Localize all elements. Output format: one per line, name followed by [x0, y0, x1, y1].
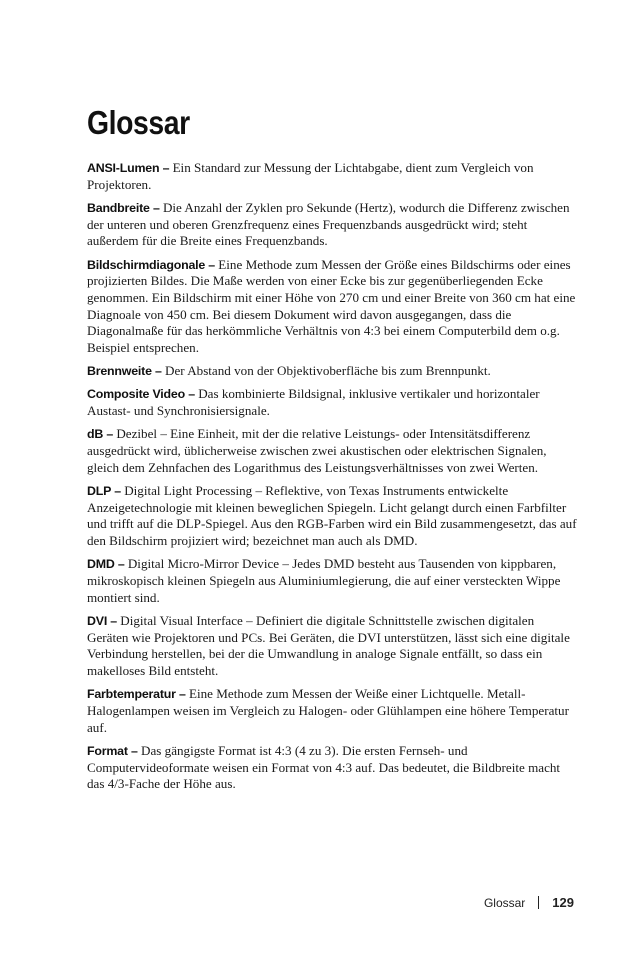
glossary-definition: Das kombinierte Bildsignal, inklusive vertikaler und horizontaler Austast- und Synchronisiersignale. — [87, 386, 540, 419]
glossary-term: ANSI-Lumen – — [87, 161, 170, 175]
glossary-entry — [87, 426, 577, 476]
glossary-term: Brennweite – — [87, 364, 162, 379]
glossary-list — [87, 160, 577, 799]
footer-divider — [538, 896, 539, 909]
glossary-term: DLP – — [87, 483, 121, 498]
glossary-definition: Digital Micro-Mirror Device – Jedes DMD besteht aus Tausenden von kippbaren, mikroskopisch kleinen Spiegeln aus Aluminiumlegierung, die auf einer versteckten Wippe montiert sind. — [87, 556, 561, 605]
glossary-entry — [87, 743, 577, 793]
glossary-term: DMD – — [87, 557, 125, 572]
glossary-definition: Eine Methode zum Messen der Weiße einer Lichtquelle. Metall-Halogenlampen weisen im Vergleich zu Halogen- oder Glühlampen eine höhere Temperatur auf. — [87, 686, 569, 735]
glossary-definition: Eine Methode zum Messen der Größe eines Bildschirms oder eines projizierten Bildes. Die Maße werden von einer Ecke bis zur gegenüberliegenden Ecke genommen. Ein Bildschirm mit einer Höhe von 270 cm und einer Breite von 360 cm hat eine Diagnoale von 450 cm. Bei diesem Dokument wird davon ausgegangen, dass die Diagonalmaße für das herkömmliche Verhältnis von 4:3 bei einem Computerbild dem o.g. Beispiel entsprechen. — [87, 256, 576, 356]
glossary-entry — [87, 160, 577, 193]
glossary-term: Bandbreite – — [87, 200, 160, 215]
glossary-definition: Die Anzahl der Zyklen pro Sekunde (Hertz), wodurch die Differenz zwischen der unteren und oberen Grenzfrequenz eines Frequenzbands ausgedrückt wird; steht außerdem für die Breite eines Frequenzbands. — [87, 199, 570, 249]
glossary-entry — [87, 363, 577, 380]
glossary-term: dB – — [87, 427, 114, 442]
footer-section-label: Glossar — [483, 895, 526, 910]
glossary-definition: Ein Standard zur Messung der Lichtabgabe, dient zum Vergleich von Projektoren. — [87, 160, 534, 192]
glossary-term: Bildschirmdiagonale – — [87, 257, 216, 272]
page-footer — [484, 895, 574, 910]
page-title: Glossar — [87, 104, 190, 141]
glossary-definition: Dezibel – Eine Einheit, mit der die relative Leistungs- oder Intensitätsdifferenz ausgedrückt wird, üblicherweise zwischen zwei akustischen oder elektrischen Signalen, gleich dem Zehnfachen des Logarithmus des Leistungsverhältnisses von zwei Werten. — [87, 426, 547, 475]
glossary-definition: Digital Visual Interface – Definiert die digitale Schnittstelle zwischen digitalen Geräten wie Projektoren und PCs. Bei Geräten, die DVI unterstützen, lässt sich eine digitale Verbindung herstellen, bei der die Umwandlung in analoge Signale entfällt, so dass ein makelloses Bild entsteht. — [87, 612, 570, 678]
glossary-entry — [87, 200, 577, 250]
glossary-entry — [87, 556, 577, 606]
glossary-term: Farbtemperatur – — [87, 687, 186, 702]
glossary-entry — [87, 613, 577, 680]
glossary-term: DVI – — [87, 613, 117, 628]
glossary-entry — [87, 257, 577, 357]
glossary-definition: Digital Light Processing – Reflektive, von Texas Instruments entwickelte Anzeigetechnologie mit kleinen beweglichen Spiegeln. Licht gelangt durch einen Farbfilter und trifft auf die DLP-Spiegel. Aus den RGB-Farben wird ein Bild zusammengesetzt, das auf den Bildschirm projiziert wird; bezeichnet man auch als DMD. — [87, 482, 577, 549]
glossary-entry — [87, 483, 577, 550]
glossary-entry — [87, 386, 577, 419]
glossary-entry — [87, 686, 577, 736]
glossary-definition: Das gängigste Format ist 4:3 (4 zu 3). Die ersten Fernseh- und Computervideoformate weisen ein Format von 4:3 auf. Das bedeutet, die Bildbreite macht das 4/3-Fache der Höhe aus. — [87, 742, 561, 792]
glossary-definition: Der Abstand von der Objektivoberfläche bis zum Brennpunkt. — [165, 363, 491, 379]
glossary-term: Format – — [87, 743, 138, 758]
glossary-term: Composite Video – — [87, 387, 195, 402]
page-number: 129 — [552, 895, 574, 910]
